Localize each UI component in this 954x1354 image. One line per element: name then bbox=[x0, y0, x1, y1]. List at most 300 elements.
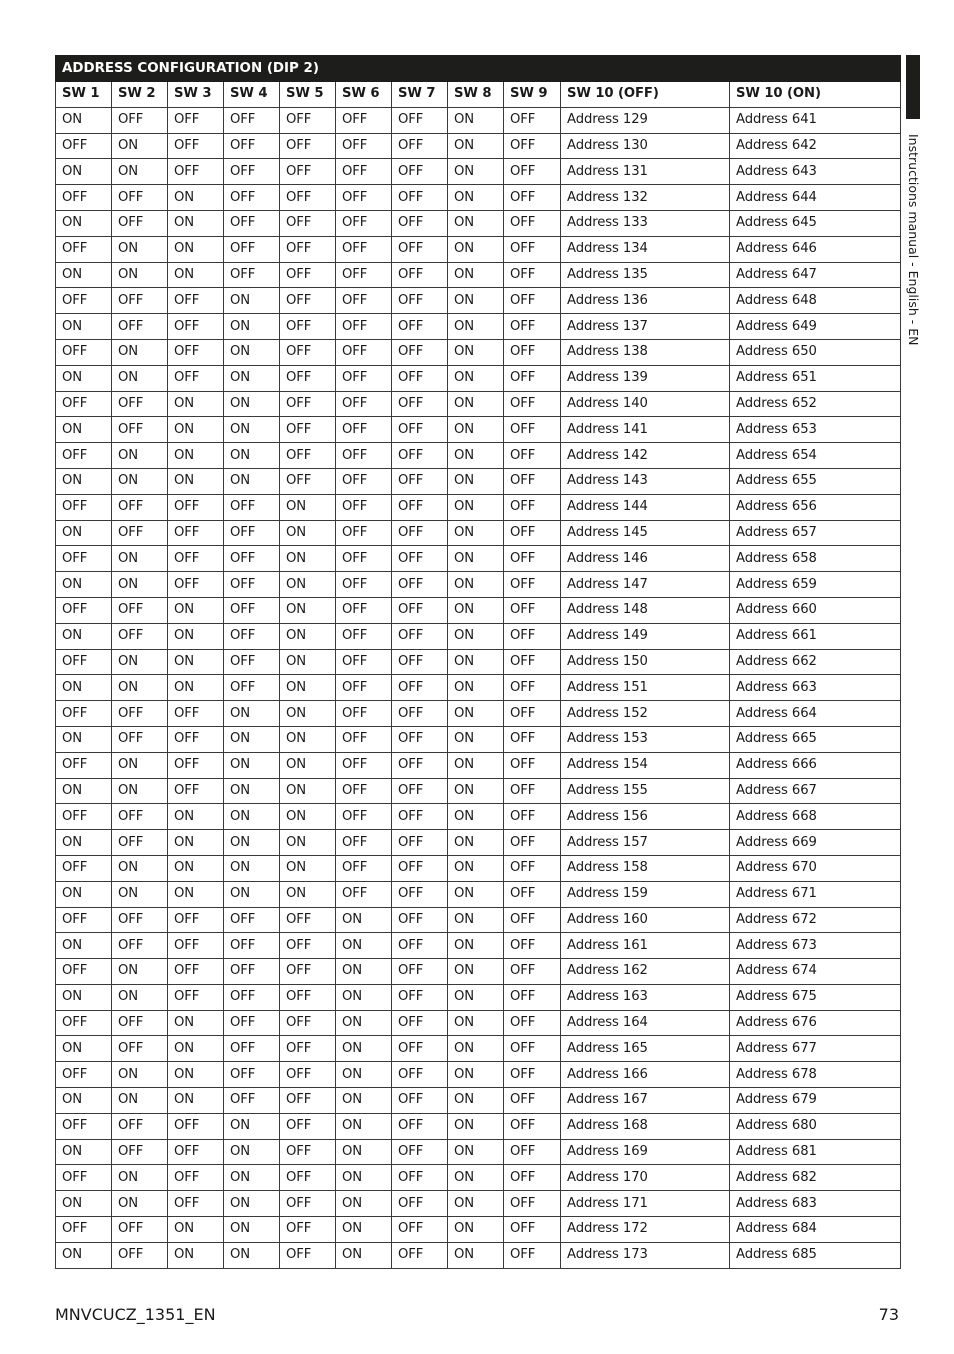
switch-state-cell: OFF bbox=[336, 726, 392, 752]
switch-state-cell: ON bbox=[168, 210, 224, 236]
switch-state-cell: ON bbox=[56, 159, 112, 185]
switch-state-cell: ON bbox=[448, 1088, 504, 1114]
switch-state-cell: ON bbox=[56, 881, 112, 907]
switch-state-cell: OFF bbox=[504, 1062, 561, 1088]
switch-state-cell: OFF bbox=[56, 1113, 112, 1139]
switch-state-cell: ON bbox=[280, 494, 336, 520]
table-row bbox=[56, 984, 901, 1010]
switch-state-cell: OFF bbox=[392, 314, 448, 340]
switch-state-cell: OFF bbox=[504, 752, 561, 778]
switch-state-cell: ON bbox=[112, 1165, 168, 1191]
switch-state-cell: ON bbox=[56, 778, 112, 804]
switch-state-cell: ON bbox=[224, 417, 280, 443]
switch-state-cell: OFF bbox=[280, 1242, 336, 1268]
switch-state-cell: OFF bbox=[56, 185, 112, 211]
switch-state-cell: ON bbox=[336, 1165, 392, 1191]
switch-state-cell: OFF bbox=[504, 365, 561, 391]
switch-state-cell: ON bbox=[56, 933, 112, 959]
switch-state-cell: OFF bbox=[280, 443, 336, 469]
switch-state-cell: OFF bbox=[224, 675, 280, 701]
switch-state-cell: ON bbox=[112, 984, 168, 1010]
table-row bbox=[56, 597, 901, 623]
table-row bbox=[56, 701, 901, 727]
switch-state-cell: ON bbox=[168, 236, 224, 262]
switch-state-cell: ON bbox=[448, 933, 504, 959]
switch-state-cell: OFF bbox=[56, 1010, 112, 1036]
address-cell: Address 652 bbox=[730, 391, 901, 417]
address-cell: Address 665 bbox=[730, 726, 901, 752]
switch-state-cell: OFF bbox=[336, 752, 392, 778]
switch-state-cell: OFF bbox=[392, 133, 448, 159]
table-row bbox=[56, 391, 901, 417]
switch-state-cell: OFF bbox=[168, 365, 224, 391]
address-cell: Address 653 bbox=[730, 417, 901, 443]
switch-state-cell: ON bbox=[112, 649, 168, 675]
table-caption-row bbox=[56, 56, 901, 82]
table-row bbox=[56, 855, 901, 881]
address-cell: Address 131 bbox=[561, 159, 730, 185]
switch-state-cell: OFF bbox=[504, 675, 561, 701]
table-row bbox=[56, 314, 901, 340]
table-row bbox=[56, 907, 901, 933]
switch-state-cell: OFF bbox=[504, 314, 561, 340]
address-cell: Address 144 bbox=[561, 494, 730, 520]
switch-state-cell: OFF bbox=[224, 959, 280, 985]
switch-state-cell: OFF bbox=[392, 959, 448, 985]
switch-state-cell: OFF bbox=[56, 1217, 112, 1243]
switch-state-cell: OFF bbox=[336, 236, 392, 262]
switch-state-cell: OFF bbox=[168, 778, 224, 804]
switch-state-cell: OFF bbox=[392, 391, 448, 417]
switch-state-cell: ON bbox=[112, 881, 168, 907]
switch-state-cell: ON bbox=[448, 520, 504, 546]
address-cell: Address 672 bbox=[730, 907, 901, 933]
switch-state-cell: OFF bbox=[280, 133, 336, 159]
switch-state-cell: OFF bbox=[168, 546, 224, 572]
switch-state-cell: OFF bbox=[336, 159, 392, 185]
table-row bbox=[56, 185, 901, 211]
switch-state-cell: ON bbox=[448, 907, 504, 933]
switch-state-cell: OFF bbox=[392, 1217, 448, 1243]
switch-state-cell: OFF bbox=[504, 1191, 561, 1217]
switch-state-cell: OFF bbox=[392, 546, 448, 572]
table-row bbox=[56, 649, 901, 675]
address-cell: Address 645 bbox=[730, 210, 901, 236]
address-cell: Address 165 bbox=[561, 1036, 730, 1062]
switch-state-cell: OFF bbox=[336, 546, 392, 572]
address-configuration-table bbox=[55, 55, 901, 1269]
switch-state-cell: OFF bbox=[392, 159, 448, 185]
switch-state-cell: ON bbox=[56, 675, 112, 701]
address-cell: Address 663 bbox=[730, 675, 901, 701]
switch-state-cell: ON bbox=[448, 572, 504, 598]
table-row bbox=[56, 468, 901, 494]
column-header: SW 6 bbox=[336, 82, 392, 108]
switch-state-cell: OFF bbox=[504, 701, 561, 727]
switch-state-cell: OFF bbox=[168, 933, 224, 959]
switch-state-cell: OFF bbox=[280, 417, 336, 443]
switch-state-cell: ON bbox=[336, 1139, 392, 1165]
switch-state-cell: ON bbox=[336, 1010, 392, 1036]
switch-state-cell: ON bbox=[448, 830, 504, 856]
switch-state-cell: OFF bbox=[336, 185, 392, 211]
switch-state-cell: OFF bbox=[504, 649, 561, 675]
switch-state-cell: ON bbox=[56, 210, 112, 236]
table-row bbox=[56, 546, 901, 572]
table-row bbox=[56, 1165, 901, 1191]
switch-state-cell: OFF bbox=[504, 159, 561, 185]
switch-state-cell: OFF bbox=[112, 623, 168, 649]
switch-state-cell: ON bbox=[112, 339, 168, 365]
switch-state-cell: ON bbox=[448, 133, 504, 159]
switch-state-cell: OFF bbox=[112, 933, 168, 959]
switch-state-cell: ON bbox=[112, 778, 168, 804]
switch-state-cell: ON bbox=[448, 494, 504, 520]
switch-state-cell: ON bbox=[168, 675, 224, 701]
switch-state-cell: ON bbox=[448, 1010, 504, 1036]
table-row bbox=[56, 1010, 901, 1036]
switch-state-cell: OFF bbox=[224, 133, 280, 159]
switch-state-cell: OFF bbox=[56, 443, 112, 469]
switch-state-cell: ON bbox=[448, 262, 504, 288]
switch-state-cell: ON bbox=[448, 1242, 504, 1268]
table-row bbox=[56, 933, 901, 959]
address-cell: Address 675 bbox=[730, 984, 901, 1010]
switch-state-cell: OFF bbox=[56, 133, 112, 159]
switch-state-cell: OFF bbox=[392, 726, 448, 752]
switch-state-cell: OFF bbox=[168, 494, 224, 520]
address-cell: Address 641 bbox=[730, 107, 901, 133]
switch-state-cell: OFF bbox=[504, 262, 561, 288]
switch-state-cell: ON bbox=[56, 314, 112, 340]
address-cell: Address 683 bbox=[730, 1191, 901, 1217]
switch-state-cell: ON bbox=[224, 468, 280, 494]
address-cell: Address 651 bbox=[730, 365, 901, 391]
switch-state-cell: ON bbox=[280, 546, 336, 572]
table-row bbox=[56, 1217, 901, 1243]
switch-state-cell: ON bbox=[112, 262, 168, 288]
switch-state-cell: OFF bbox=[504, 933, 561, 959]
switch-state-cell: OFF bbox=[392, 572, 448, 598]
switch-state-cell: ON bbox=[168, 881, 224, 907]
switch-state-cell: OFF bbox=[280, 1062, 336, 1088]
switch-state-cell: OFF bbox=[392, 830, 448, 856]
switch-state-cell: OFF bbox=[168, 1165, 224, 1191]
address-cell: Address 129 bbox=[561, 107, 730, 133]
switch-state-cell: ON bbox=[168, 262, 224, 288]
switch-state-cell: OFF bbox=[168, 701, 224, 727]
table-row bbox=[56, 1242, 901, 1268]
switch-state-cell: OFF bbox=[336, 855, 392, 881]
address-cell: Address 142 bbox=[561, 443, 730, 469]
switch-state-cell: OFF bbox=[112, 701, 168, 727]
switch-state-cell: OFF bbox=[56, 546, 112, 572]
switch-state-cell: OFF bbox=[56, 339, 112, 365]
switch-state-cell: OFF bbox=[56, 1165, 112, 1191]
switch-state-cell: OFF bbox=[56, 391, 112, 417]
switch-state-cell: OFF bbox=[168, 572, 224, 598]
switch-state-cell: ON bbox=[224, 314, 280, 340]
switch-state-cell: OFF bbox=[224, 1010, 280, 1036]
switch-state-cell: OFF bbox=[224, 107, 280, 133]
side-manual-label: Instructions manual - English - EN bbox=[906, 134, 921, 346]
switch-state-cell: OFF bbox=[504, 107, 561, 133]
switch-state-cell: OFF bbox=[112, 1242, 168, 1268]
switch-state-cell: ON bbox=[112, 959, 168, 985]
table-row bbox=[56, 365, 901, 391]
switch-state-cell: ON bbox=[56, 623, 112, 649]
column-header: SW 10 (OFF) bbox=[561, 82, 730, 108]
switch-state-cell: OFF bbox=[280, 1113, 336, 1139]
table-row bbox=[56, 339, 901, 365]
address-cell: Address 680 bbox=[730, 1113, 901, 1139]
switch-state-cell: OFF bbox=[392, 1113, 448, 1139]
switch-state-cell: ON bbox=[168, 1242, 224, 1268]
switch-state-cell: OFF bbox=[392, 494, 448, 520]
address-cell: Address 667 bbox=[730, 778, 901, 804]
table-header-row bbox=[56, 82, 901, 108]
switch-state-cell: OFF bbox=[168, 288, 224, 314]
switch-state-cell: OFF bbox=[392, 288, 448, 314]
address-cell: Address 168 bbox=[561, 1113, 730, 1139]
switch-state-cell: ON bbox=[448, 649, 504, 675]
switch-state-cell: OFF bbox=[168, 159, 224, 185]
table-row bbox=[56, 1036, 901, 1062]
table-body bbox=[56, 107, 901, 1268]
address-cell: Address 666 bbox=[730, 752, 901, 778]
switch-state-cell: ON bbox=[112, 1191, 168, 1217]
switch-state-cell: OFF bbox=[224, 1062, 280, 1088]
address-cell: Address 163 bbox=[561, 984, 730, 1010]
address-cell: Address 657 bbox=[730, 520, 901, 546]
address-cell: Address 135 bbox=[561, 262, 730, 288]
switch-state-cell: OFF bbox=[336, 262, 392, 288]
table-row bbox=[56, 494, 901, 520]
switch-state-cell: OFF bbox=[280, 185, 336, 211]
address-cell: Address 139 bbox=[561, 365, 730, 391]
switch-state-cell: OFF bbox=[56, 752, 112, 778]
column-header: SW 8 bbox=[448, 82, 504, 108]
switch-state-cell: ON bbox=[448, 881, 504, 907]
address-cell: Address 151 bbox=[561, 675, 730, 701]
switch-state-cell: ON bbox=[448, 1165, 504, 1191]
switch-state-cell: ON bbox=[168, 443, 224, 469]
switch-state-cell: ON bbox=[56, 1088, 112, 1114]
address-cell: Address 156 bbox=[561, 804, 730, 830]
switch-state-cell: OFF bbox=[280, 288, 336, 314]
switch-state-cell: OFF bbox=[224, 933, 280, 959]
switch-state-cell: ON bbox=[168, 1217, 224, 1243]
switch-state-cell: OFF bbox=[504, 443, 561, 469]
switch-state-cell: OFF bbox=[224, 236, 280, 262]
switch-state-cell: OFF bbox=[392, 804, 448, 830]
address-cell: Address 660 bbox=[730, 597, 901, 623]
switch-state-cell: OFF bbox=[280, 365, 336, 391]
switch-state-cell: ON bbox=[280, 752, 336, 778]
switch-state-cell: ON bbox=[112, 468, 168, 494]
switch-state-cell: ON bbox=[448, 804, 504, 830]
switch-state-cell: OFF bbox=[280, 1010, 336, 1036]
switch-state-cell: ON bbox=[112, 855, 168, 881]
switch-state-cell: OFF bbox=[504, 984, 561, 1010]
switch-state-cell: OFF bbox=[280, 984, 336, 1010]
switch-state-cell: OFF bbox=[112, 520, 168, 546]
table-row bbox=[56, 804, 901, 830]
switch-state-cell: OFF bbox=[504, 1217, 561, 1243]
switch-state-cell: ON bbox=[112, 675, 168, 701]
table-row bbox=[56, 959, 901, 985]
column-header: SW 9 bbox=[504, 82, 561, 108]
switch-state-cell: ON bbox=[224, 1139, 280, 1165]
address-cell: Address 659 bbox=[730, 572, 901, 598]
address-cell: Address 153 bbox=[561, 726, 730, 752]
address-cell: Address 133 bbox=[561, 210, 730, 236]
switch-state-cell: OFF bbox=[504, 339, 561, 365]
switch-state-cell: OFF bbox=[336, 881, 392, 907]
switch-state-cell: OFF bbox=[336, 675, 392, 701]
switch-state-cell: OFF bbox=[112, 1010, 168, 1036]
switch-state-cell: OFF bbox=[224, 572, 280, 598]
switch-state-cell: ON bbox=[224, 1242, 280, 1268]
address-cell: Address 167 bbox=[561, 1088, 730, 1114]
switch-state-cell: OFF bbox=[504, 133, 561, 159]
switch-state-cell: ON bbox=[224, 804, 280, 830]
switch-state-cell: OFF bbox=[504, 572, 561, 598]
switch-state-cell: OFF bbox=[504, 1242, 561, 1268]
switch-state-cell: ON bbox=[168, 830, 224, 856]
table-row bbox=[56, 778, 901, 804]
switch-state-cell: ON bbox=[448, 623, 504, 649]
table-row bbox=[56, 1113, 901, 1139]
switch-state-cell: OFF bbox=[280, 468, 336, 494]
switch-state-cell: OFF bbox=[336, 572, 392, 598]
switch-state-cell: ON bbox=[224, 288, 280, 314]
switch-state-cell: ON bbox=[112, 752, 168, 778]
switch-state-cell: ON bbox=[168, 185, 224, 211]
table-row bbox=[56, 1088, 901, 1114]
switch-state-cell: OFF bbox=[168, 520, 224, 546]
address-cell: Address 130 bbox=[561, 133, 730, 159]
switch-state-cell: OFF bbox=[224, 185, 280, 211]
switch-state-cell: ON bbox=[224, 881, 280, 907]
switch-state-cell: ON bbox=[168, 855, 224, 881]
switch-state-cell: ON bbox=[112, 1062, 168, 1088]
switch-state-cell: OFF bbox=[336, 649, 392, 675]
switch-state-cell: ON bbox=[224, 1217, 280, 1243]
switch-state-cell: OFF bbox=[56, 649, 112, 675]
switch-state-cell: OFF bbox=[112, 726, 168, 752]
switch-state-cell: OFF bbox=[280, 907, 336, 933]
switch-state-cell: OFF bbox=[112, 417, 168, 443]
switch-state-cell: ON bbox=[56, 417, 112, 443]
switch-state-cell: OFF bbox=[112, 185, 168, 211]
address-cell: Address 158 bbox=[561, 855, 730, 881]
switch-state-cell: ON bbox=[168, 1088, 224, 1114]
switch-state-cell: ON bbox=[56, 1191, 112, 1217]
switch-state-cell: OFF bbox=[504, 288, 561, 314]
address-cell: Address 146 bbox=[561, 546, 730, 572]
address-cell: Address 661 bbox=[730, 623, 901, 649]
switch-state-cell: OFF bbox=[392, 881, 448, 907]
table-row bbox=[56, 210, 901, 236]
switch-state-cell: ON bbox=[280, 649, 336, 675]
address-cell: Address 166 bbox=[561, 1062, 730, 1088]
table-row bbox=[56, 133, 901, 159]
switch-state-cell: OFF bbox=[392, 778, 448, 804]
switch-state-cell: ON bbox=[280, 572, 336, 598]
table-row bbox=[56, 752, 901, 778]
switch-state-cell: OFF bbox=[504, 1139, 561, 1165]
switch-state-cell: ON bbox=[280, 520, 336, 546]
switch-state-cell: OFF bbox=[336, 468, 392, 494]
switch-state-cell: OFF bbox=[168, 314, 224, 340]
table-row bbox=[56, 830, 901, 856]
switch-state-cell: ON bbox=[448, 314, 504, 340]
address-cell: Address 155 bbox=[561, 778, 730, 804]
address-cell: Address 676 bbox=[730, 1010, 901, 1036]
table-row bbox=[56, 520, 901, 546]
address-cell: Address 159 bbox=[561, 881, 730, 907]
switch-state-cell: OFF bbox=[168, 726, 224, 752]
switch-state-cell: OFF bbox=[168, 339, 224, 365]
switch-state-cell: ON bbox=[112, 443, 168, 469]
switch-state-cell: OFF bbox=[280, 210, 336, 236]
switch-state-cell: ON bbox=[56, 107, 112, 133]
switch-state-cell: OFF bbox=[224, 546, 280, 572]
switch-state-cell: ON bbox=[448, 159, 504, 185]
switch-state-cell: OFF bbox=[504, 236, 561, 262]
switch-state-cell: OFF bbox=[336, 597, 392, 623]
switch-state-cell: OFF bbox=[112, 1113, 168, 1139]
switch-state-cell: ON bbox=[448, 726, 504, 752]
switch-state-cell: OFF bbox=[224, 262, 280, 288]
switch-state-cell: OFF bbox=[392, 236, 448, 262]
switch-state-cell: ON bbox=[448, 701, 504, 727]
switch-state-cell: OFF bbox=[112, 1036, 168, 1062]
switch-state-cell: OFF bbox=[56, 288, 112, 314]
switch-state-cell: OFF bbox=[280, 236, 336, 262]
switch-state-cell: ON bbox=[448, 597, 504, 623]
address-cell: Address 681 bbox=[730, 1139, 901, 1165]
address-cell: Address 152 bbox=[561, 701, 730, 727]
address-cell: Address 642 bbox=[730, 133, 901, 159]
switch-state-cell: OFF bbox=[504, 391, 561, 417]
switch-state-cell: ON bbox=[56, 262, 112, 288]
switch-state-cell: OFF bbox=[168, 984, 224, 1010]
switch-state-cell: ON bbox=[448, 339, 504, 365]
table-row bbox=[56, 1139, 901, 1165]
switch-state-cell: ON bbox=[56, 1242, 112, 1268]
address-cell: Address 143 bbox=[561, 468, 730, 494]
switch-state-cell: ON bbox=[224, 443, 280, 469]
switch-state-cell: OFF bbox=[336, 133, 392, 159]
switch-state-cell: OFF bbox=[392, 1191, 448, 1217]
switch-state-cell: OFF bbox=[392, 623, 448, 649]
switch-state-cell: OFF bbox=[504, 185, 561, 211]
switch-state-cell: OFF bbox=[392, 1062, 448, 1088]
address-cell: Address 679 bbox=[730, 1088, 901, 1114]
switch-state-cell: OFF bbox=[392, 907, 448, 933]
switch-state-cell: ON bbox=[224, 830, 280, 856]
switch-state-cell: ON bbox=[168, 1036, 224, 1062]
switch-state-cell: ON bbox=[448, 675, 504, 701]
switch-state-cell: ON bbox=[280, 675, 336, 701]
switch-state-cell: OFF bbox=[280, 1191, 336, 1217]
switch-state-cell: OFF bbox=[112, 597, 168, 623]
address-cell: Address 140 bbox=[561, 391, 730, 417]
switch-state-cell: OFF bbox=[392, 185, 448, 211]
switch-state-cell: OFF bbox=[336, 365, 392, 391]
